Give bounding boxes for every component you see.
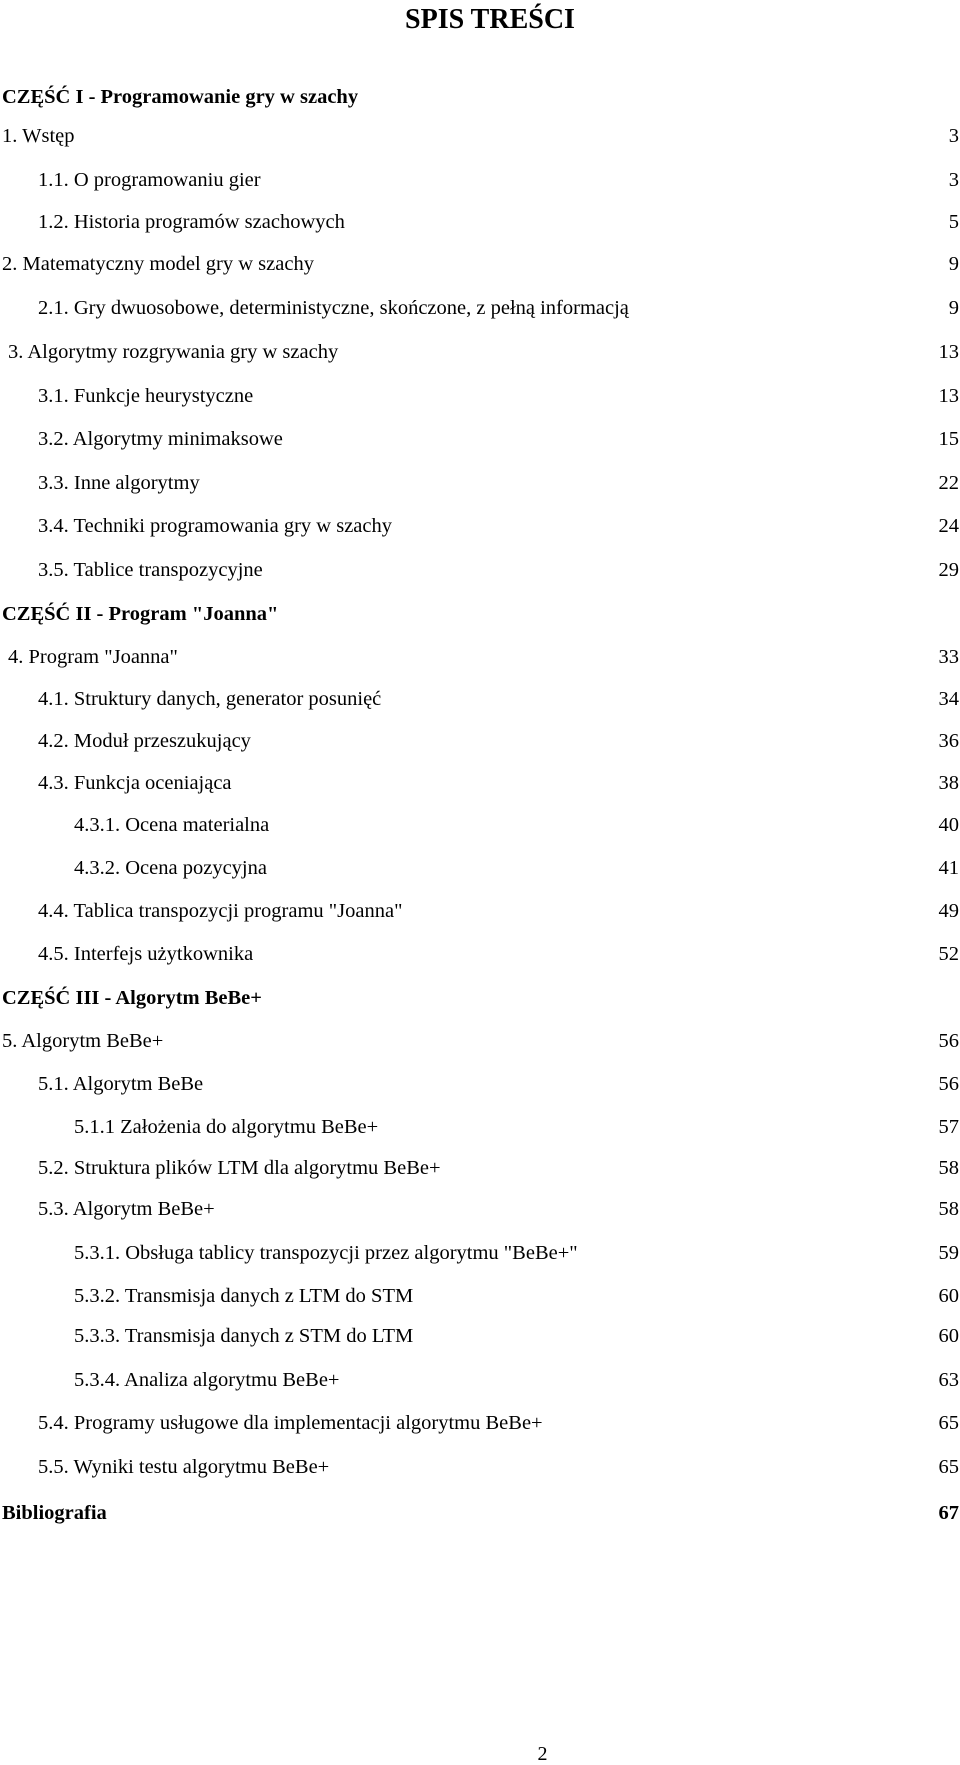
toc-entry-page: 60 bbox=[938, 1325, 959, 1347]
toc-entry bbox=[0, 165, 960, 195]
toc-entry-label: 2.1. Gry dwuosobowe, deterministyczne, skończone, z pełną informacją bbox=[38, 297, 629, 319]
toc-entry-label: 3. Algorytmy rozgrywania gry w szachy bbox=[8, 341, 339, 363]
toc-entry-label: 5.3.2. Transmisja danych z LTM do STM bbox=[74, 1285, 414, 1307]
toc-entry-page: 33 bbox=[938, 646, 959, 668]
toc-entry bbox=[0, 293, 960, 323]
toc-entry bbox=[0, 207, 960, 237]
toc-entry bbox=[0, 896, 960, 926]
toc-entry-page: 13 bbox=[938, 341, 959, 363]
toc-entry-label: 4.3. Funkcja oceniająca bbox=[38, 772, 232, 794]
toc-entry-label: 1. Wstęp bbox=[2, 125, 75, 147]
toc-entry bbox=[0, 1112, 960, 1142]
toc-entry bbox=[0, 121, 960, 151]
toc-entry bbox=[0, 249, 960, 279]
toc-entry-label: 5.1. Algorytm BeBe bbox=[38, 1073, 204, 1095]
toc-entry-page: 58 bbox=[938, 1198, 959, 1220]
toc-entry-page: 34 bbox=[938, 688, 959, 710]
toc-entry-page: 59 bbox=[938, 1242, 959, 1264]
toc-entry bbox=[0, 939, 960, 969]
toc-entry-label: 5.2. Struktura plików LTM dla algorytmu BeBe+ bbox=[38, 1157, 441, 1179]
toc-entry-page: 57 bbox=[938, 1116, 959, 1138]
toc-entry-label: 3.3. Inne algorytmy bbox=[38, 472, 200, 494]
toc-entry-label: 5.3.1. Obsługa tablicy transpozycji przez algorytmu "BeBe+" bbox=[74, 1242, 578, 1264]
toc-entry-page: 63 bbox=[938, 1369, 959, 1391]
toc-entry bbox=[0, 1026, 960, 1056]
toc-entry-page: 38 bbox=[938, 772, 959, 794]
toc-entry-label: 4.4. Tablica transpozycji programu "Joanna" bbox=[38, 900, 403, 922]
toc-entry-page: 52 bbox=[938, 943, 959, 965]
toc-entry-label: 4.1. Struktury danych, generator posunięć bbox=[38, 688, 382, 710]
toc-entry-label: 5. Algorytm BeBe+ bbox=[2, 1030, 164, 1052]
toc-entry-page: 36 bbox=[938, 730, 959, 752]
toc-entry bbox=[0, 726, 960, 756]
toc-entry-label: Bibliografia bbox=[2, 1502, 107, 1524]
toc-entry-label: 4.3.1. Ocena materialna bbox=[74, 814, 270, 836]
toc-entry-page: 56 bbox=[938, 1030, 959, 1052]
toc-entry-label: 5.3.4. Analiza algorytmu BeBe+ bbox=[74, 1369, 340, 1391]
toc-entry-page: 67 bbox=[938, 1502, 959, 1524]
toc-entry-label: 3.2. Algorytmy minimaksowe bbox=[38, 428, 283, 450]
toc-entry-page: 3 bbox=[948, 169, 959, 191]
toc-entry bbox=[0, 511, 960, 541]
toc-entry bbox=[0, 684, 960, 714]
toc-entry-label: CZĘŚĆ II - Program "Joanna" bbox=[2, 603, 279, 625]
toc-section-heading bbox=[0, 599, 960, 629]
toc-entry-label: CZĘŚĆ I - Programowanie gry w szachy bbox=[2, 86, 359, 108]
toc-entry bbox=[0, 1194, 960, 1224]
toc-entry bbox=[0, 853, 960, 883]
toc-entry-page: 41 bbox=[938, 857, 959, 879]
toc-entry bbox=[0, 1153, 960, 1183]
toc-entry-page: 65 bbox=[938, 1456, 959, 1478]
toc-entry-label: 1.1. O programowaniu gier bbox=[38, 169, 261, 191]
page-title: SPIS TREŚCI bbox=[405, 4, 575, 35]
toc-entry-label: 5.1.1 Założenia do algorytmu BeBe+ bbox=[74, 1116, 379, 1138]
toc-entry-page: 60 bbox=[938, 1285, 959, 1307]
toc-entry-page: 49 bbox=[938, 900, 959, 922]
toc-entry-page: 9 bbox=[948, 253, 959, 275]
toc-entry-label: 4.5. Interfejs użytkownika bbox=[38, 943, 254, 965]
toc-entry-label: 2. Matematyczny model gry w szachy bbox=[2, 253, 314, 275]
toc-entry bbox=[0, 1281, 960, 1311]
toc-section-heading bbox=[0, 82, 960, 112]
toc-entry-page: 13 bbox=[938, 385, 959, 407]
toc-entry-label: 4. Program "Joanna" bbox=[8, 646, 178, 668]
toc-entry-label: 5.4. Programy usługowe dla implementacji algorytmu BeBe+ bbox=[38, 1412, 543, 1434]
toc-section-heading bbox=[0, 983, 960, 1013]
toc-entry bbox=[0, 1452, 960, 1482]
toc-entry-page: 29 bbox=[938, 559, 959, 581]
toc-entry bbox=[0, 424, 960, 454]
page-number: 2 bbox=[537, 1743, 548, 1765]
toc-entry-label: 1.2. Historia programów szachowych bbox=[38, 211, 345, 233]
toc-entry bbox=[0, 381, 960, 411]
toc-entry bbox=[0, 468, 960, 498]
toc-entry-page: 24 bbox=[938, 515, 959, 537]
toc-entry-label: 5.3. Algorytm BeBe+ bbox=[38, 1198, 215, 1220]
toc-entry bbox=[0, 1069, 960, 1099]
toc-entry-label: 5.3.3. Transmisja danych z STM do LTM bbox=[74, 1325, 414, 1347]
toc-entry bbox=[0, 768, 960, 798]
toc-entry-label: 4.2. Moduł przeszukujący bbox=[38, 730, 251, 752]
toc-entry bbox=[0, 1321, 960, 1351]
toc-entry-label: 3.5. Tablice transpozycyjne bbox=[38, 559, 263, 581]
toc-entry bbox=[0, 337, 960, 367]
toc-entry bbox=[0, 1408, 960, 1438]
toc-section-heading bbox=[0, 1498, 960, 1528]
toc-entry-page: 3 bbox=[948, 125, 959, 147]
toc-entry-label: 4.3.2. Ocena pozycyjna bbox=[74, 857, 267, 879]
toc-entry-page: 65 bbox=[938, 1412, 959, 1434]
toc-entry-page: 56 bbox=[938, 1073, 959, 1095]
toc-entry-page: 40 bbox=[938, 814, 959, 836]
toc-entry bbox=[0, 1365, 960, 1395]
toc-entry-label: 5.5. Wyniki testu algorytmu BeBe+ bbox=[38, 1456, 330, 1478]
toc-entry-page: 15 bbox=[938, 428, 959, 450]
toc-entry bbox=[0, 1238, 960, 1268]
toc-entry bbox=[0, 642, 960, 672]
toc-entry-page: 9 bbox=[948, 297, 959, 319]
toc-entry-label: 3.1. Funkcje heurystyczne bbox=[38, 385, 254, 407]
toc-entry bbox=[0, 810, 960, 840]
toc-entry-label: 3.4. Techniki programowania gry w szachy bbox=[38, 515, 392, 537]
toc-entry bbox=[0, 555, 960, 585]
toc-entry-page: 22 bbox=[938, 472, 959, 494]
toc-entry-page: 5 bbox=[948, 211, 959, 233]
toc-entry-page: 58 bbox=[938, 1157, 959, 1179]
toc-entry-label: CZĘŚĆ III - Algorytm BeBe+ bbox=[2, 987, 262, 1009]
